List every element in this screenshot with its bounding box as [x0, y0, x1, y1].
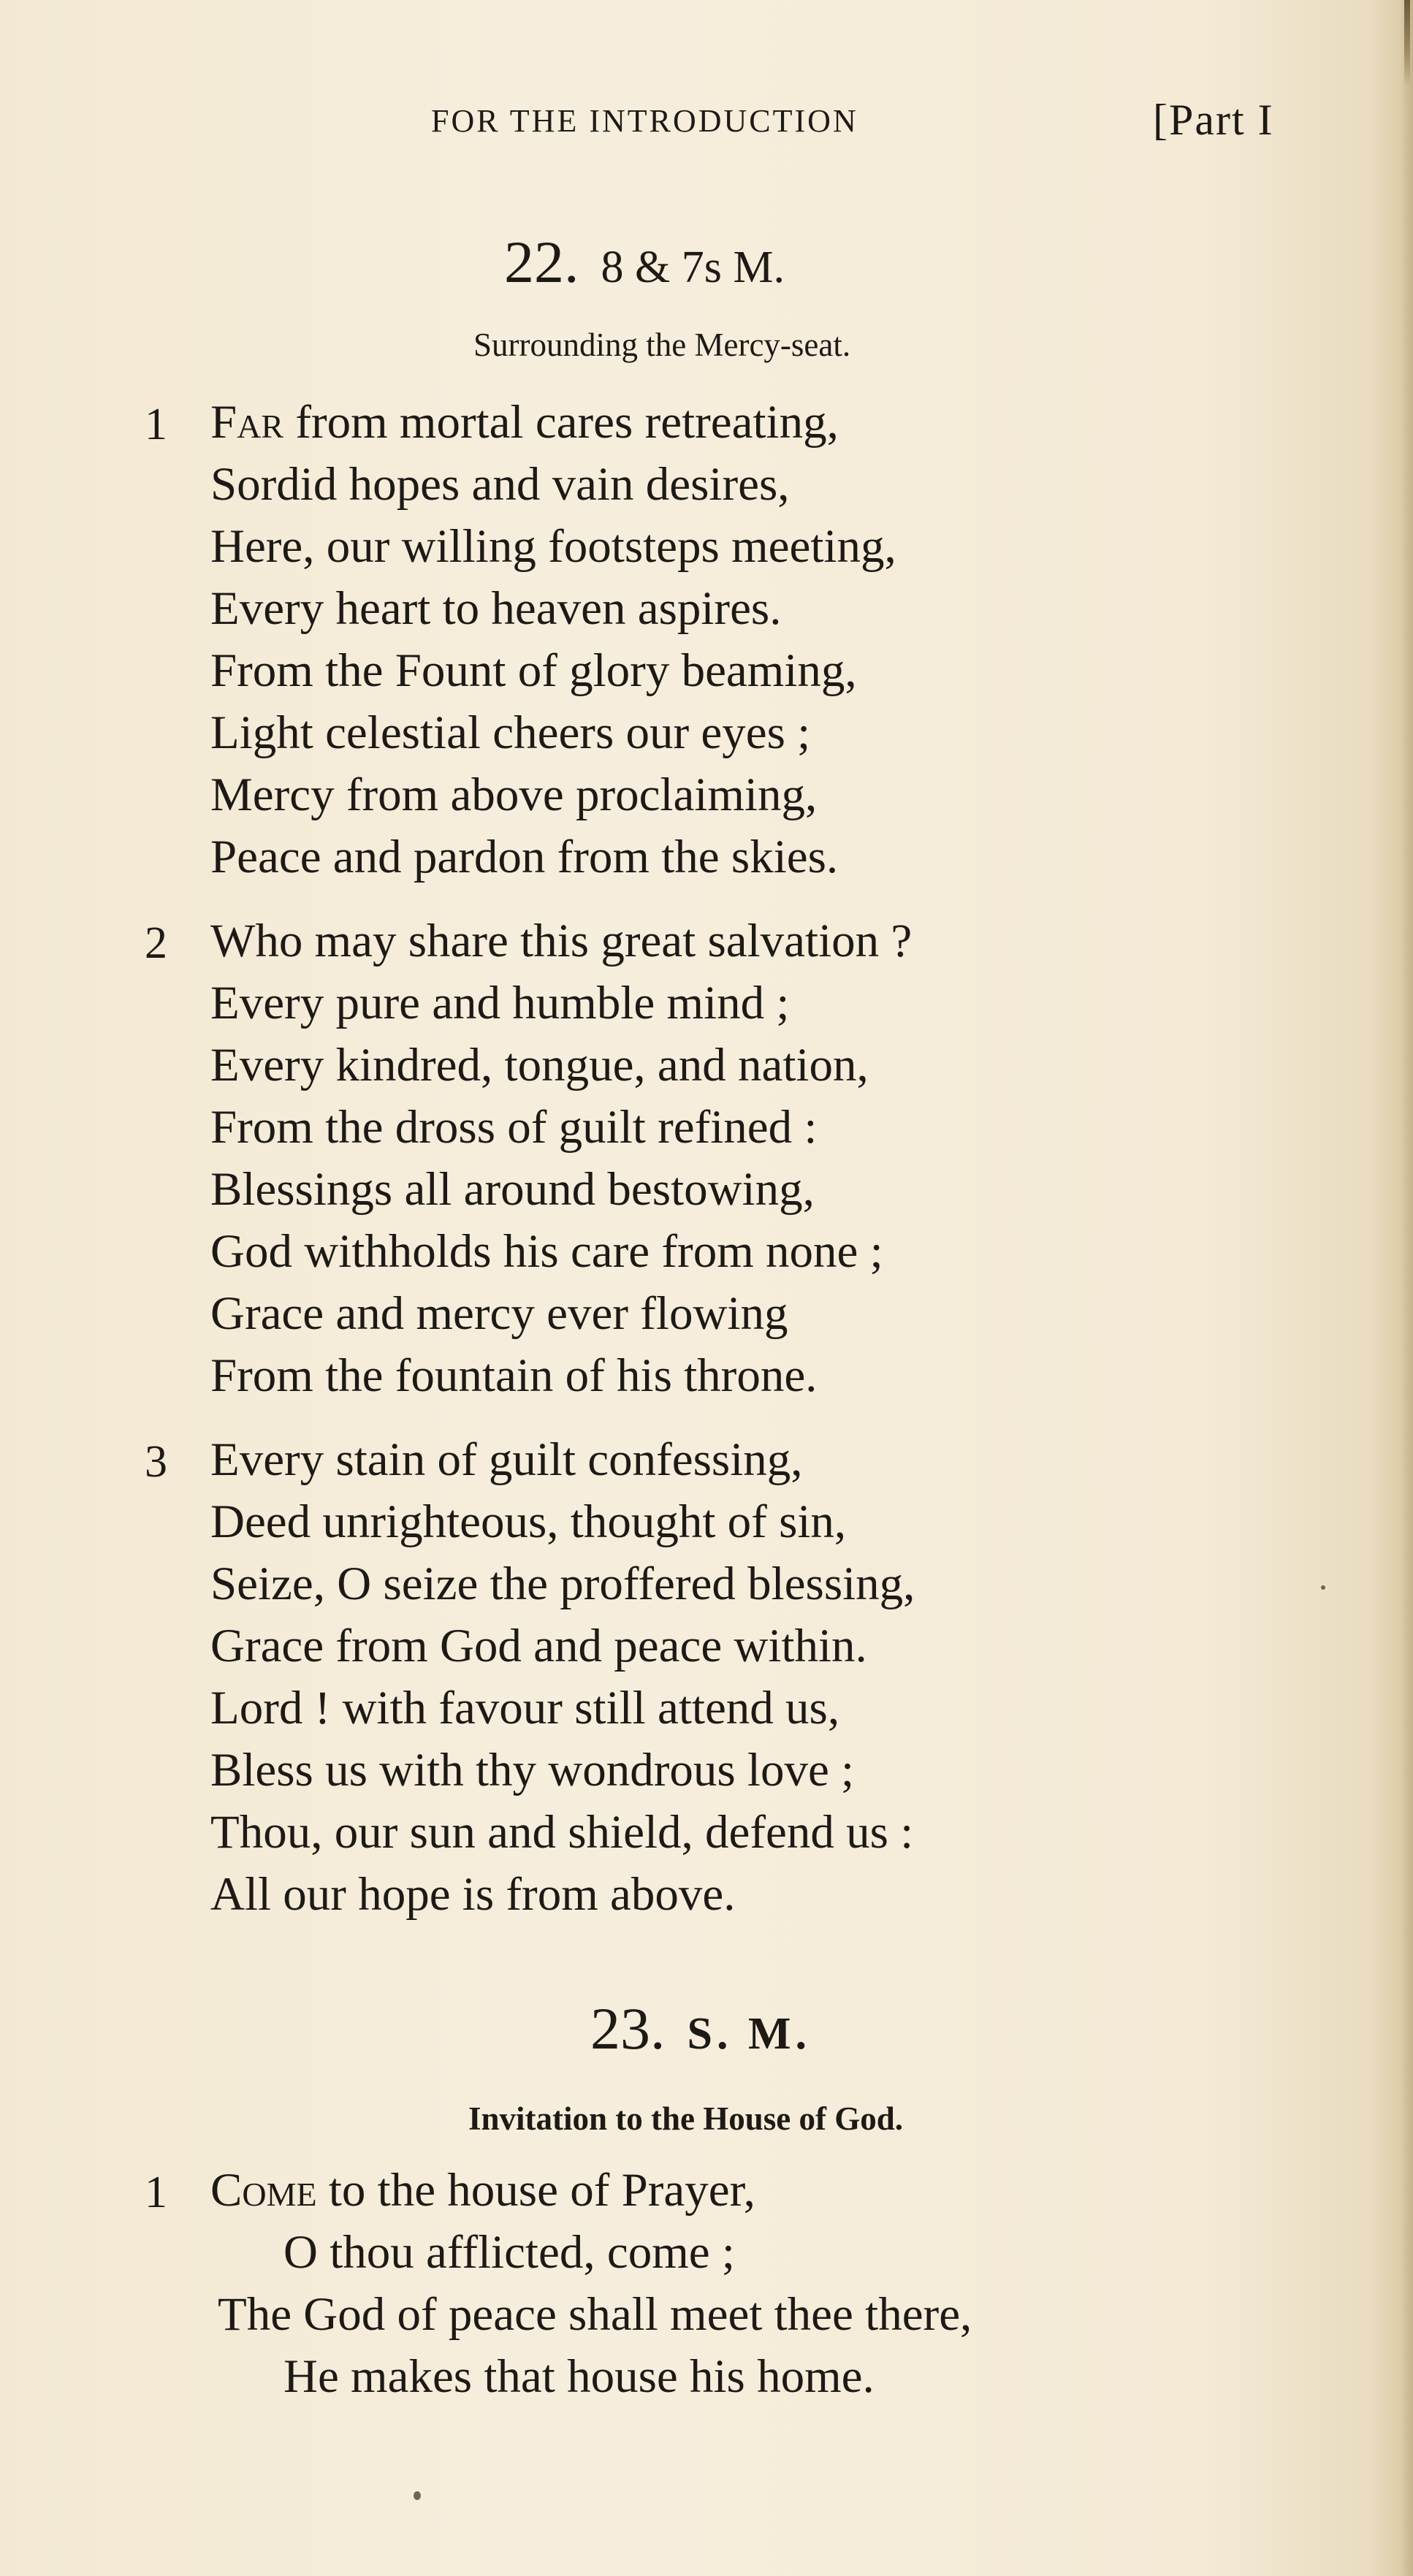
verse-line: Grace and mercy ever flowing [210, 1287, 788, 1340]
verse-line: Mercy from above proclaiming, [210, 769, 818, 821]
hymn-22-heading [504, 228, 785, 297]
verse-line: Peace and pardon from the skies. [210, 831, 839, 883]
stanza-number: 2 [145, 918, 167, 968]
ink-speck [1321, 1585, 1325, 1590]
verse-line: Sordid hopes and vain desires, [210, 458, 790, 511]
verse-line: Thou, our sun and shield, defend us : [210, 1806, 914, 1859]
verse-line: Deed unrighteous, thought of sin, [210, 1495, 847, 1548]
hymn-22-subtitle: Surrounding the Mercy-seat. [473, 327, 851, 363]
verse-line: Here, our willing footsteps meeting, [210, 520, 896, 573]
verse-line: Bless us with thy wondrous love ; [210, 1744, 855, 1796]
lead-word: Come [210, 2164, 317, 2217]
verse-line: He makes that house his home. [283, 2350, 875, 2403]
verse-line: From the Fount of glory beaming, [210, 644, 857, 697]
binding-mark [1404, 0, 1410, 88]
verse-line: Every pure and humble mind ; [210, 977, 790, 1029]
hymn-meter: S. M. [687, 2009, 811, 2059]
stanza-number: 1 [145, 2168, 167, 2217]
hymn-number: 22. [504, 229, 579, 295]
verse-line: God withholds his care from none ; [210, 1225, 883, 1278]
verse-line: The God of peace shall meet thee there, [218, 2288, 972, 2341]
verse-line: Every heart to heaven aspires. [210, 582, 782, 635]
verse-line [210, 396, 839, 449]
page-gutter-shadow [1400, 0, 1413, 2576]
verse-line: Blessings all around bestowing, [210, 1163, 815, 1216]
stanza-number: 1 [145, 400, 167, 449]
verse-line: Grace from God and peace within. [210, 1620, 867, 1672]
verse-line: From the fountain of his throne. [210, 1349, 818, 1402]
verse-line: Every kindred, tongue, and nation, [210, 1039, 869, 1091]
running-head-title: FOR THE INTRODUCTION [431, 103, 858, 139]
lead-word: Far [210, 396, 284, 449]
verse-line: Who may share this great salvation ? [210, 915, 913, 967]
verse-line: From the dross of guilt refined : [210, 1101, 818, 1154]
verse-line: Light celestial cheers our eyes ; [210, 706, 811, 759]
hymn-23-heading [590, 1994, 811, 2063]
verse-line: Seize, O seize the proffered blessing, [210, 1558, 915, 1610]
verse-line: Lord ! with favour still attend us, [210, 1682, 840, 1734]
verse-text: from mortal cares retreating, [283, 396, 839, 449]
verse-line: O thou afflicted, come ; [283, 2226, 735, 2279]
hymn-23-subtitle: Invitation to the House of God. [468, 2100, 904, 2137]
verse-line: All our hope is from above. [210, 1868, 736, 1921]
hymn-number: 23. [590, 1995, 666, 2062]
verse-text: to the house of Prayer, [316, 2164, 755, 2217]
verse-line: Every stain of guilt confessing, [210, 1433, 803, 1486]
running-head-part: [Part I [1153, 96, 1274, 144]
ink-speck [414, 2491, 421, 2500]
verse-line [210, 2164, 755, 2217]
running-head [431, 96, 1274, 144]
stanza-number: 3 [145, 1437, 167, 1487]
hymn-meter: 8 & 7s M. [601, 243, 785, 292]
